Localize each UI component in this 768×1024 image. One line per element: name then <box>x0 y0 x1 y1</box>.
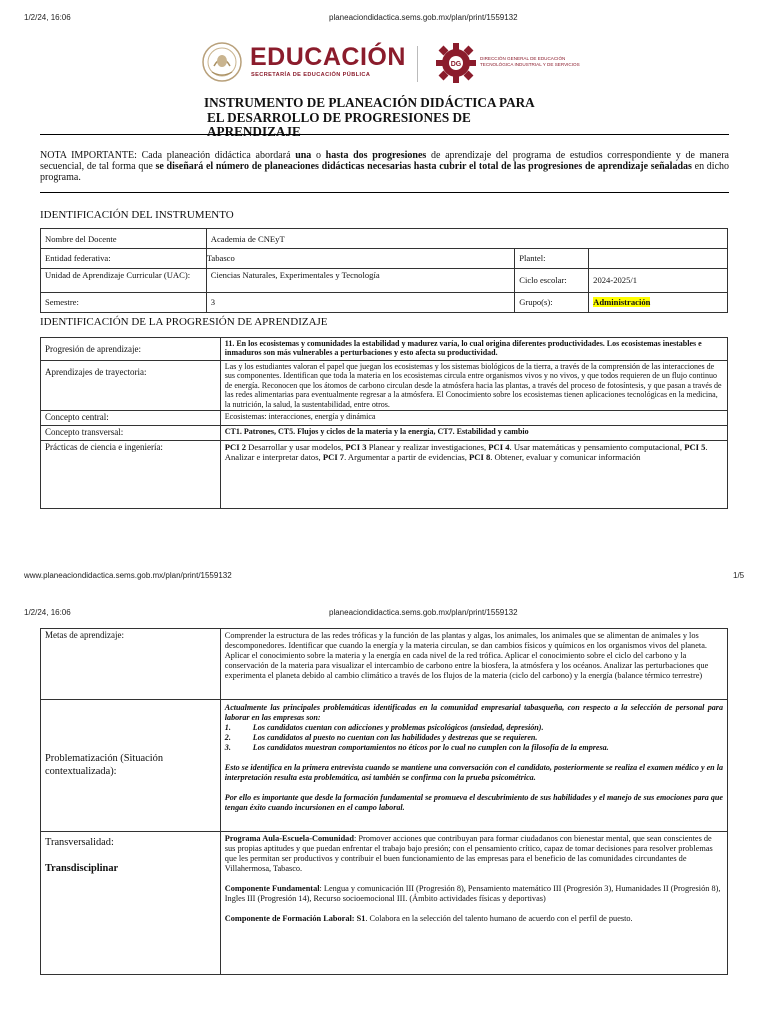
metas-table <box>40 628 728 975</box>
nota-importante: NOTA IMPORTANTE: Cada planeación didáctica abordará una o hasta dos progresiones de aprendizaje del programa de estudios correspondiente y de manera secuencial, de tal forma que se diseñará el número de planeaciones didácticas necesarias hasta cubrir el total de las progresiones de aprendizaje señaladas en dicho programa. <box>40 150 730 184</box>
semestre-label: Semestre: <box>41 293 207 313</box>
print-url: planeaciondidactica.sems.gob.mx/plan/print/1559132 <box>329 13 518 22</box>
grupo-label: Grupo(s): <box>515 293 589 313</box>
transversalidad-value: Programa Aula-Escuela-Comunidad: Promover acciones que contribuyan para formar ciudadanos con bienestar mental, que sean conscientes de sus propias aptitudes y que puedan enfrentar el trabajo bajo presión; con el pensamiento crítico, capaz de tomar decisiones para resolver problemas que les permitan ser productivos y contribuir el buen funcionamiento de las empresas para el beneficio de las comunidades circundantes de Villahermosa, Tabasco. Componente Fundamental: Lengua y comunicación III (Progresión 8), Pensamiento matemático III (Progresión 3), Humanidades II (Progresión 8), Ingles III (Progresión 14), Recurso socioemocional III. (Ámbito actividades físicas y deportivas) Componente de Formación Laboral: S1. Colabora en la selección del talento humano de acuerdo con el perfil de puesto. <box>220 832 727 975</box>
plantel-value <box>589 249 728 269</box>
dgeti-gear-icon <box>436 43 476 83</box>
educacion-logo-text: EDUCACIÓN <box>250 43 406 71</box>
concepto-transversal-label: Concepto transversal: <box>41 426 221 441</box>
problematizacion-label: Problematización (Situación contextualizada): <box>41 700 221 832</box>
docente-label: Nombre del Docente <box>41 229 207 249</box>
transdisciplinar-label: Transdisciplinar <box>45 863 119 874</box>
progresion-value: 11. En los ecosistemas y comunidades la estabilidad y madurez varía, lo cual origina diferentes productividades. Los ecosistemas inestables e inmaduros son más vulnerables a perturbaciones y esto afecta su productividad. <box>220 338 727 361</box>
title-rule <box>40 134 729 135</box>
uac-value: Ciencias Naturales, Experimentales y Tecnología <box>206 269 514 293</box>
docente-value: Academia de CNEyT <box>206 229 727 249</box>
page-number: 1/5 <box>733 571 745 580</box>
instrumento-table <box>40 228 728 313</box>
progresion-table <box>40 337 728 509</box>
transversalidad-label: Transversalidad: <box>45 837 114 848</box>
grupo-value: Administración <box>589 293 728 313</box>
metas-value: Comprender la estructura de las redes tróficas y la función de las plantas y algas, los animales, los animales que se alimentan de animales y los descomponedores. Identificar que cuando la energía y la materia circulan, se dan cambios físicos y químicos en los organismos vivos del planeta. Aplicar el conocimiento sobre la materia y la energía en cada nivel de la red trófica. Aplicar el conocimiento sobre el ciclo del carbono y la conservación de la materia para visualizar el intercambio de carbono entre la biosfera, la atmósfera y los océanos. Analizar las perturbaciones que experimenta el planeta debido al cambio climático a través de los flujos de la materia (ciclo del carbono) y la energía (balance térmico terrestre) <box>220 629 727 700</box>
trayectoria-value: Las y los estudiantes valoran el papel que juegan los ecosistemas y los sistemas biológicos de la tierra, a través de la comprensión de las interacciones de sus componentes. Identifican que toda la materia en los ecosistemas circula entre organismos vivos y no vivos, y que todos requieren de un flujo continuo de energía. Reconocen que los átomos de carbono circulan desde la atmósfera hacia las plantas, a través del proceso de fotosíntesis, y que pasan a través de las redes alimentarias para eventualmente regresar a la atmósfera. El Conocimiento sobre los ecosistemas tienen aplicaciones tecnológicas en la medicina, la nutrición, la salud, la sustentabilidad, entre otros. <box>220 361 727 411</box>
footer-url: www.planeaciondidactica.sems.gob.mx/plan/print/1559132 <box>24 571 232 580</box>
practicas-value: PCI 2 Desarrollar y usar modelos, PCI 3 Planear y realizar investigaciones, PCI 4. Usar matemáticas y pensamiento computacional, PCI 5. Analizar e interpretar datos, PCI 7. Argumentar a partir de evidencias, PCI 8. Obtener, evaluar y comunicar información <box>220 441 727 509</box>
entidad-value: Tabasco <box>206 249 514 269</box>
transversalidad-cell <box>41 832 221 975</box>
uac-label: Unidad de Aprendizaje Curricular (UAC): <box>41 269 207 293</box>
practicas-label: Prácticas de ciencia e ingeniería: <box>41 441 221 509</box>
print-url-2: planeaciondidactica.sems.gob.mx/plan/print/1559132 <box>329 608 518 617</box>
document-title: INSTRUMENTO DE PLANEACIÓN DIDÁCTICA PARA EL DESARROLLO DE PROGRESIONES DE APRENDIZAJE <box>204 95 535 139</box>
concepto-central-label: Concepto central: <box>41 411 221 426</box>
print-datetime-2: 1/2/24, 16:06 <box>24 608 71 617</box>
problematizacion-value: Actualmente las principales problemáticas identificadas en la comunidad empresarial tabasqueña, con respecto a la selección de personal para laborar en las empresas son: 1. Los candidatos cuentan con adicciones y problemas psicológicos (ansiedad, depresión). 2. Los candidatos al puesto no cuentan con las habilidades y destrezas que se requieren. 3. Los candidatos muestran comportamientos no éticos por lo cual no cumplen con la filosofía de la empresa. Esto se identifica en la primera entrevista cuando se mantiene una conversación con el candidato, posteriormente se realiza el examen médico y en la interpretación resulta esta problemática, así también se confirma con la prueba psicométrica. Por ello es importante que desde la formación fundamental se promueva el descubrimiento de sus habilidades y el manejo de sus emociones para que tengan éxito cuando incursionen en el campo laboral. <box>220 700 727 832</box>
section-heading-progresion: IDENTIFICACIÓN DE LA PROGRESIÓN DE APRENDIZAJE <box>40 316 328 328</box>
concepto-transversal-value: CT1. Patrones, CT5. Flujos y ciclos de la materia y la energía, CT7. Estabilidad y cambio <box>220 426 727 441</box>
plantel-label: Plantel: <box>515 249 589 269</box>
mexico-seal-icon <box>202 40 242 84</box>
section-heading-instrumento: IDENTIFICACIÓN DEL INSTRUMENTO <box>40 209 234 221</box>
nota-rule <box>40 192 729 193</box>
print-datetime: 1/2/24, 16:06 <box>24 13 71 22</box>
ciclo-value: 2024-2025/1 <box>589 269 728 293</box>
dgeti-name: DIRECCIÓN GENERAL DE EDUCACIÓN TECNOLÓGICA INDUSTRIAL Y DE SERVICIOS <box>480 56 580 67</box>
sep-subtitle: SECRETARÍA DE EDUCACIÓN PÚBLICA <box>251 72 371 78</box>
concepto-central-value: Ecosistemas: interacciones, energía y dinámica <box>220 411 727 426</box>
dg-badge-text: DG <box>450 61 462 68</box>
progresion-label: Progresión de aprendizaje: <box>41 338 221 361</box>
logo-divider <box>417 46 418 82</box>
entidad-label: Entidad federativa: <box>41 249 207 269</box>
ciclo-label: Ciclo escolar: <box>515 269 589 293</box>
semestre-value: 3 <box>206 293 514 313</box>
trayectoria-label: Aprendizajes de trayectoria: <box>41 361 221 411</box>
metas-label: Metas de aprendizaje: <box>41 629 221 700</box>
